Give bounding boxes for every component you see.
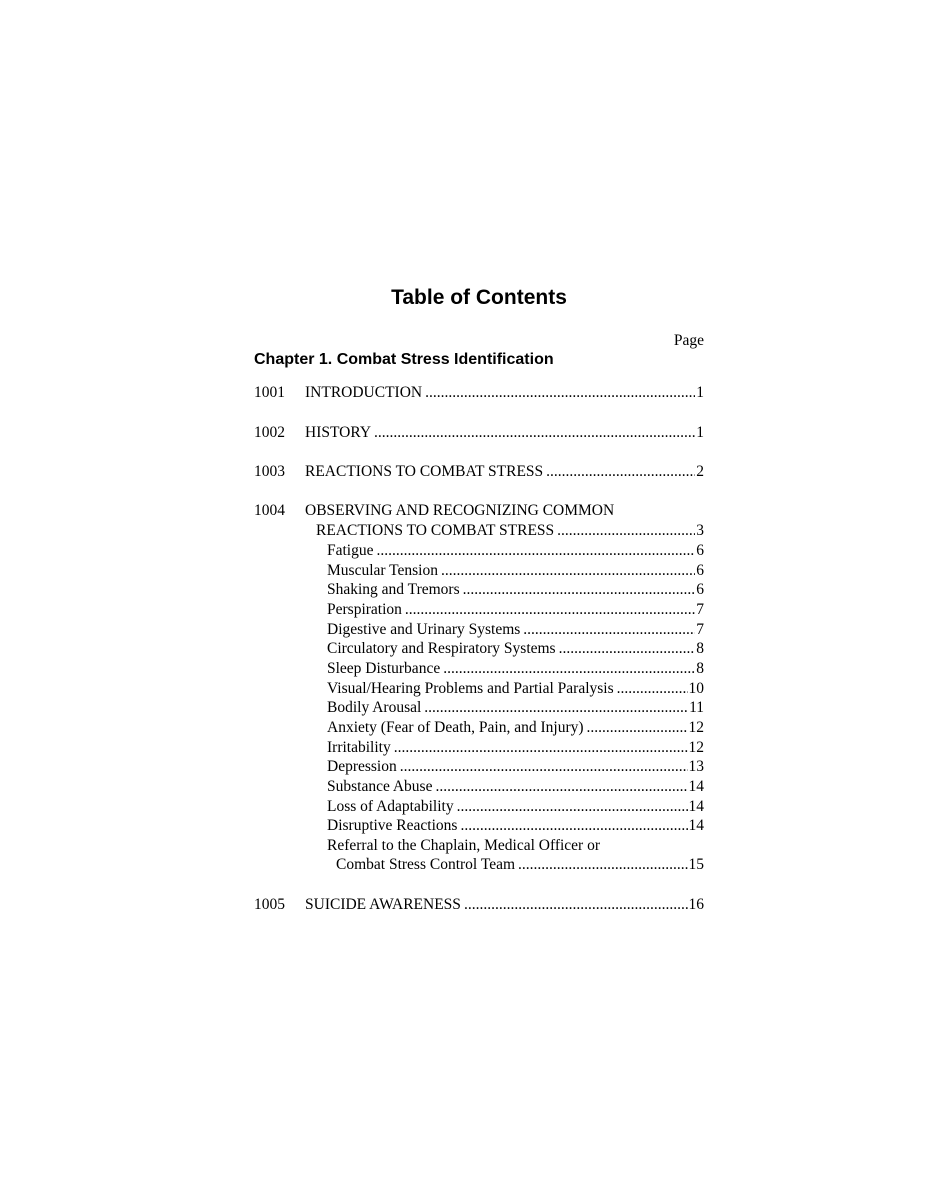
toc-subentry[interactable] (254, 561, 704, 581)
leader-dots (457, 797, 688, 817)
toc-entry-1002[interactable] (254, 423, 704, 443)
subentry-title: Substance Abuse (327, 778, 433, 795)
toc-subentry[interactable] (254, 777, 704, 797)
toc-subentry[interactable] (254, 639, 704, 659)
leader-dots (464, 895, 688, 915)
subentry-title: Fatigue (327, 542, 374, 559)
toc-subentry[interactable] (254, 718, 704, 738)
subentry-page: 8 (696, 660, 704, 677)
section-number: 1002 (254, 424, 285, 441)
leader-dots (523, 620, 695, 640)
subentry-title: Bodily Arousal (327, 699, 422, 716)
entry-title: INTRODUCTION (305, 384, 423, 401)
section-number: 1003 (254, 463, 285, 480)
subentry-title: Digestive and Urinary Systems (327, 621, 521, 638)
subentry-page: 15 (688, 856, 704, 873)
toc-subentry[interactable] (254, 580, 704, 600)
subentry-page: 6 (696, 581, 704, 598)
subentry-page: 14 (688, 817, 704, 834)
section-number: 1005 (254, 896, 285, 913)
entry-title-line2: REACTIONS TO COMBAT STRESS (316, 522, 555, 539)
leader-dots (377, 541, 696, 561)
entry-page: 1 (696, 384, 704, 401)
leader-dots (374, 423, 695, 443)
subentry-page: 7 (696, 601, 704, 618)
subentry-page: 13 (688, 758, 704, 775)
leader-dots (405, 600, 695, 620)
subentry-title-line1: Referral to the Chaplain, Medical Officer or (327, 837, 601, 854)
toc-subentry[interactable] (254, 659, 704, 679)
leader-dots (400, 757, 688, 777)
toc-entry-1004-continued[interactable] (254, 521, 704, 541)
entry-page: 16 (688, 896, 704, 913)
leader-dots (435, 777, 687, 797)
subentry-title: Circulatory and Respiratory Systems (327, 640, 556, 657)
toc-entry-1005[interactable] (254, 895, 704, 915)
toc-subentry[interactable] (254, 738, 704, 758)
leader-dots (460, 816, 687, 836)
subentry-page: 14 (688, 778, 704, 795)
entry-page: 2 (696, 463, 704, 480)
subentry-title: Disruptive Reactions (327, 817, 458, 834)
toc-entry-1003[interactable] (254, 462, 704, 482)
leader-dots (463, 580, 696, 600)
entry-title: SUICIDE AWARENESS (305, 896, 461, 913)
leader-dots (425, 383, 695, 403)
leader-dots (587, 718, 688, 738)
toc-entry-1004[interactable] (254, 501, 704, 521)
leader-dots (424, 698, 688, 718)
toc-title: Table of Contents (391, 286, 567, 309)
subentry-title: Depression (327, 758, 397, 775)
subentry-page: 7 (696, 621, 704, 638)
subentry-title: Perspiration (327, 601, 402, 618)
subentry-title: Anxiety (Fear of Death, Pain, and Injury) (327, 719, 584, 736)
section-number: 1004 (254, 502, 285, 519)
subentry-page: 12 (688, 719, 704, 736)
entry-title: HISTORY (305, 424, 372, 441)
leader-dots (518, 855, 687, 875)
subentry-page: 11 (689, 699, 704, 716)
leader-dots (441, 561, 695, 581)
toc-subentry[interactable] (254, 679, 704, 699)
subentry-title: Loss of Adaptability (327, 798, 454, 815)
toc-entry-1001[interactable] (254, 383, 704, 403)
leader-dots (559, 639, 696, 659)
subentry-title-line2: Combat Stress Control Team (336, 856, 516, 873)
toc-subentry-referral[interactable] (254, 836, 704, 856)
leader-dots (617, 679, 688, 699)
subentry-title: Irritability (327, 739, 391, 756)
page-column-label: Page (673, 332, 704, 349)
toc-subentry-referral-continued[interactable] (254, 855, 704, 875)
subentry-page: 10 (688, 680, 704, 697)
entry-title-line1: OBSERVING AND RECOGNIZING COMMON (305, 502, 615, 519)
entry-page: 1 (696, 424, 704, 441)
subentry-title: Sleep Disturbance (327, 660, 441, 677)
subentry-page: 12 (688, 739, 704, 756)
toc-subentry[interactable] (254, 541, 704, 561)
subentry-title: Shaking and Tremors (327, 581, 460, 598)
toc-subentry[interactable] (254, 620, 704, 640)
section-number: 1001 (254, 384, 285, 401)
leader-dots (546, 462, 695, 482)
toc-subentry[interactable] (254, 698, 704, 718)
leader-dots (557, 521, 695, 541)
subentry-title: Muscular Tension (327, 562, 438, 579)
entry-title: REACTIONS TO COMBAT STRESS (305, 463, 544, 480)
subentry-title: Visual/Hearing Problems and Partial Paralysis (327, 680, 614, 697)
toc-subentry[interactable] (254, 757, 704, 777)
chapter-heading: Chapter 1. Combat Stress Identification (254, 351, 554, 368)
toc-subentry[interactable] (254, 600, 704, 620)
entry-page: 3 (696, 522, 704, 539)
subentry-page: 6 (696, 542, 704, 559)
subentry-page: 6 (696, 562, 704, 579)
leader-dots (443, 659, 695, 679)
leader-dots (394, 738, 688, 758)
toc-subentry[interactable] (254, 816, 704, 836)
toc-subentry[interactable] (254, 797, 704, 817)
subentry-page: 14 (688, 798, 704, 815)
subentry-page: 8 (696, 640, 704, 657)
